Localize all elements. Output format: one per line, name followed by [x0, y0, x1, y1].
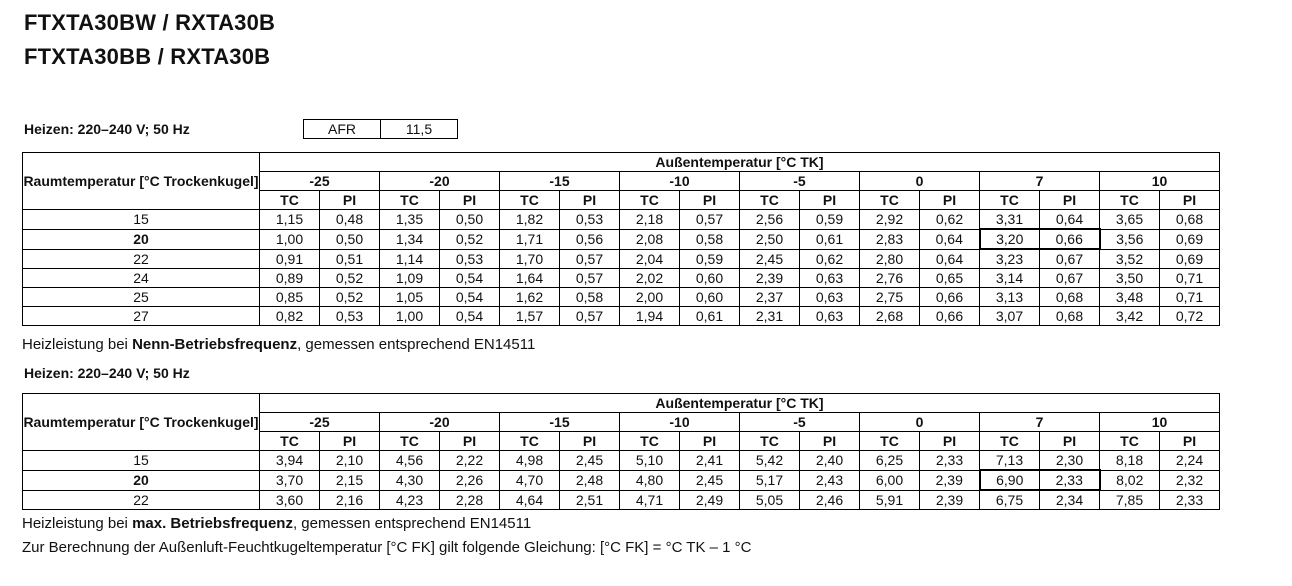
value-cell: 4,23	[380, 490, 440, 510]
outdoor-temp-col: 0	[860, 413, 980, 432]
value-cell: 0,91	[260, 249, 320, 269]
room-temp-cell: 22	[23, 249, 260, 269]
tc-header: TC	[980, 432, 1040, 451]
value-cell: 0,82	[260, 307, 320, 326]
value-cell: 2,92	[860, 210, 920, 230]
value-cell: 1,62	[500, 288, 560, 307]
outdoor-temp-col: 10	[1100, 172, 1220, 191]
value-cell: 2,45	[560, 451, 620, 471]
room-temp-header: Raumtemperatur [°C Trockenkugel]	[23, 153, 260, 210]
value-cell: 2,33	[920, 451, 980, 471]
value-cell: 2,76	[860, 269, 920, 288]
pi-header: PI	[680, 191, 740, 210]
value-cell: 2,02	[620, 269, 680, 288]
outdoor-temp-col: 7	[980, 413, 1100, 432]
value-cell: 2,83	[860, 229, 920, 249]
value-cell: 1,00	[260, 229, 320, 249]
value-cell: 4,64	[500, 490, 560, 510]
section1-header: Heizen: 220–240 V; 50 Hz	[24, 121, 190, 137]
pi-header: PI	[920, 191, 980, 210]
value-cell: 3,70	[260, 470, 320, 490]
pi-header: PI	[560, 432, 620, 451]
value-cell: 0,52	[320, 269, 380, 288]
pi-header: PI	[560, 191, 620, 210]
value-cell: 0,61	[800, 229, 860, 249]
table-row	[23, 470, 1220, 490]
value-cell: 2,18	[620, 210, 680, 230]
tc-header: TC	[740, 191, 800, 210]
value-cell: 1,82	[500, 210, 560, 230]
afr-box	[303, 119, 458, 139]
outdoor-temp-header: Außentemperatur [°C TK]	[260, 153, 1220, 172]
table-row	[23, 269, 1220, 288]
pi-header: PI	[920, 432, 980, 451]
tc-header: TC	[620, 191, 680, 210]
value-cell: 3,20	[980, 229, 1040, 249]
value-cell: 0,50	[320, 229, 380, 249]
section2-note: Heizleistung bei max. Betriebsfrequenz, gemessen entsprechend EN14511	[22, 515, 532, 532]
pi-header: PI	[1040, 191, 1100, 210]
value-cell: 2,46	[800, 490, 860, 510]
value-cell: 2,30	[1040, 451, 1100, 471]
value-cell: 3,65	[1100, 210, 1160, 230]
value-cell: 2,50	[740, 229, 800, 249]
pi-header: PI	[440, 191, 500, 210]
room-temp-cell: 15	[23, 210, 260, 230]
value-cell: 0,65	[920, 269, 980, 288]
value-cell: 2,28	[440, 490, 500, 510]
value-cell: 0,48	[320, 210, 380, 230]
value-cell: 2,51	[560, 490, 620, 510]
value-cell: 2,56	[740, 210, 800, 230]
value-cell: 0,89	[260, 269, 320, 288]
outdoor-temp-col: -15	[500, 172, 620, 191]
value-cell: 2,31	[740, 307, 800, 326]
room-temp-cell: 25	[23, 288, 260, 307]
tc-header: TC	[380, 432, 440, 451]
tc-header: TC	[980, 191, 1040, 210]
value-cell: 0,67	[1040, 249, 1100, 269]
value-cell: 0,57	[560, 307, 620, 326]
value-cell: 2,16	[320, 490, 380, 510]
value-cell: 2,49	[680, 490, 740, 510]
value-cell: 5,42	[740, 451, 800, 471]
value-cell: 3,13	[980, 288, 1040, 307]
value-cell: 0,61	[680, 307, 740, 326]
value-cell: 8,18	[1100, 451, 1160, 471]
value-cell: 0,54	[440, 269, 500, 288]
value-cell: 4,80	[620, 470, 680, 490]
outdoor-temp-header: Außentemperatur [°C TK]	[260, 394, 1220, 413]
value-cell: 2,33	[1040, 470, 1100, 490]
value-cell: 0,62	[920, 210, 980, 230]
value-cell: 2,75	[860, 288, 920, 307]
value-cell: 1,15	[260, 210, 320, 230]
value-cell: 1,09	[380, 269, 440, 288]
value-cell: 0,57	[680, 210, 740, 230]
value-cell: 0,52	[440, 229, 500, 249]
afr-label: AFR	[304, 120, 381, 139]
value-cell: 1,35	[380, 210, 440, 230]
outdoor-temp-col: -25	[260, 172, 380, 191]
table-row	[23, 210, 1220, 230]
value-cell: 3,42	[1100, 307, 1160, 326]
value-cell: 5,91	[860, 490, 920, 510]
value-cell: 1,64	[500, 269, 560, 288]
value-cell: 7,13	[980, 451, 1040, 471]
room-temp-cell: 22	[23, 490, 260, 510]
outdoor-temp-col: -25	[260, 413, 380, 432]
tc-header: TC	[260, 191, 320, 210]
table-row	[23, 451, 1220, 471]
value-cell: 0,68	[1040, 288, 1100, 307]
value-cell: 0,71	[1160, 269, 1220, 288]
value-cell: 0,68	[1040, 307, 1100, 326]
value-cell: 6,75	[980, 490, 1040, 510]
value-cell: 3,31	[980, 210, 1040, 230]
value-cell: 0,69	[1160, 229, 1220, 249]
value-cell: 0,52	[320, 288, 380, 307]
pi-header: PI	[320, 432, 380, 451]
value-cell: 2,24	[1160, 451, 1220, 471]
pi-header: PI	[680, 432, 740, 451]
table-row	[23, 229, 1220, 249]
outdoor-temp-col: 7	[980, 172, 1100, 191]
value-cell: 0,59	[800, 210, 860, 230]
value-cell: 2,22	[440, 451, 500, 471]
outdoor-temp-col: -5	[740, 413, 860, 432]
value-cell: 5,10	[620, 451, 680, 471]
section1-note: Heizleistung bei Nenn-Betriebsfrequenz, gemessen entsprechend EN14511	[22, 336, 536, 353]
outdoor-temp-col: 0	[860, 172, 980, 191]
tc-header: TC	[1100, 432, 1160, 451]
value-cell: 3,07	[980, 307, 1040, 326]
value-cell: 0,69	[1160, 249, 1220, 269]
value-cell: 4,98	[500, 451, 560, 471]
value-cell: 0,72	[1160, 307, 1220, 326]
value-cell: 0,62	[800, 249, 860, 269]
tc-header: TC	[260, 432, 320, 451]
value-cell: 0,54	[440, 307, 500, 326]
value-cell: 0,56	[560, 229, 620, 249]
value-cell: 5,17	[740, 470, 800, 490]
value-cell: 0,54	[440, 288, 500, 307]
value-cell: 0,68	[1160, 210, 1220, 230]
value-cell: 0,64	[1040, 210, 1100, 230]
value-cell: 2,32	[1160, 470, 1220, 490]
value-cell: 2,48	[560, 470, 620, 490]
value-cell: 8,02	[1100, 470, 1160, 490]
value-cell: 0,57	[560, 269, 620, 288]
heating-table-nominal	[22, 152, 1220, 326]
tc-header: TC	[860, 432, 920, 451]
value-cell: 4,71	[620, 490, 680, 510]
tc-header: TC	[380, 191, 440, 210]
table-row	[23, 288, 1220, 307]
pi-header: PI	[800, 432, 860, 451]
pi-header: PI	[1160, 432, 1220, 451]
value-cell: 3,94	[260, 451, 320, 471]
value-cell: 0,85	[260, 288, 320, 307]
value-cell: 0,63	[800, 307, 860, 326]
outdoor-temp-col: 10	[1100, 413, 1220, 432]
value-cell: 2,40	[800, 451, 860, 471]
value-cell: 3,14	[980, 269, 1040, 288]
value-cell: 3,56	[1100, 229, 1160, 249]
value-cell: 2,68	[860, 307, 920, 326]
room-temp-header: Raumtemperatur [°C Trockenkugel]	[23, 394, 260, 451]
value-cell: 6,25	[860, 451, 920, 471]
value-cell: 0,66	[920, 307, 980, 326]
value-cell: 2,33	[1160, 490, 1220, 510]
value-cell: 2,45	[680, 470, 740, 490]
room-temp-cell: 15	[23, 451, 260, 471]
outdoor-temp-col: -10	[620, 413, 740, 432]
value-cell: 0,53	[560, 210, 620, 230]
value-cell: 0,63	[800, 288, 860, 307]
value-cell: 2,15	[320, 470, 380, 490]
tc-header: TC	[500, 191, 560, 210]
outdoor-temp-col: -5	[740, 172, 860, 191]
pi-header: PI	[320, 191, 380, 210]
tc-header: TC	[500, 432, 560, 451]
value-cell: 2,00	[620, 288, 680, 307]
value-cell: 3,50	[1100, 269, 1160, 288]
pi-header: PI	[800, 191, 860, 210]
value-cell: 3,23	[980, 249, 1040, 269]
value-cell: 0,53	[320, 307, 380, 326]
value-cell: 0,58	[680, 229, 740, 249]
room-temp-cell: 20	[23, 229, 260, 249]
value-cell: 2,34	[1040, 490, 1100, 510]
pi-header: PI	[440, 432, 500, 451]
value-cell: 0,60	[680, 288, 740, 307]
value-cell: 1,05	[380, 288, 440, 307]
value-cell: 2,43	[800, 470, 860, 490]
value-cell: 0,53	[440, 249, 500, 269]
value-cell: 0,66	[1040, 229, 1100, 249]
value-cell: 0,67	[1040, 269, 1100, 288]
value-cell: 2,80	[860, 249, 920, 269]
tc-header: TC	[620, 432, 680, 451]
tc-header: TC	[1100, 191, 1160, 210]
value-cell: 3,52	[1100, 249, 1160, 269]
table-row	[23, 307, 1220, 326]
value-cell: 1,70	[500, 249, 560, 269]
value-cell: 2,39	[920, 490, 980, 510]
value-cell: 3,60	[260, 490, 320, 510]
value-cell: 0,71	[1160, 288, 1220, 307]
room-temp-cell: 24	[23, 269, 260, 288]
table-row	[23, 249, 1220, 269]
value-cell: 2,26	[440, 470, 500, 490]
model-title-1: FTXTA30BW / RXTA30B	[24, 10, 276, 35]
room-temp-cell: 20	[23, 470, 260, 490]
heating-table-max	[22, 393, 1220, 510]
model-title-2: FTXTA30BB / RXTA30B	[24, 44, 271, 69]
value-cell: 1,94	[620, 307, 680, 326]
outdoor-temp-col: -20	[380, 413, 500, 432]
outdoor-temp-col: -20	[380, 172, 500, 191]
outdoor-temp-col: -10	[620, 172, 740, 191]
value-cell: 1,00	[380, 307, 440, 326]
value-cell: 2,08	[620, 229, 680, 249]
value-cell: 4,56	[380, 451, 440, 471]
value-cell: 0,66	[920, 288, 980, 307]
value-cell: 0,64	[920, 249, 980, 269]
value-cell: 1,71	[500, 229, 560, 249]
value-cell: 0,51	[320, 249, 380, 269]
value-cell: 0,57	[560, 249, 620, 269]
footer-formula: Zur Berechnung der Außenluft-Feuchtkugeltemperatur [°C FK] gilt folgende Gleichung: [°C FK] = °C TK – 1 °C	[22, 539, 752, 556]
value-cell: 0,58	[560, 288, 620, 307]
table-row	[23, 490, 1220, 510]
room-temp-cell: 27	[23, 307, 260, 326]
value-cell: 0,63	[800, 269, 860, 288]
value-cell: 2,41	[680, 451, 740, 471]
tc-header: TC	[740, 432, 800, 451]
outdoor-temp-col: -15	[500, 413, 620, 432]
value-cell: 0,60	[680, 269, 740, 288]
value-cell: 2,45	[740, 249, 800, 269]
value-cell: 6,00	[860, 470, 920, 490]
value-cell: 2,39	[740, 269, 800, 288]
value-cell: 1,34	[380, 229, 440, 249]
tc-header: TC	[860, 191, 920, 210]
value-cell: 2,39	[920, 470, 980, 490]
afr-value: 11,5	[381, 120, 458, 139]
value-cell: 2,04	[620, 249, 680, 269]
value-cell: 0,50	[440, 210, 500, 230]
pi-header: PI	[1160, 191, 1220, 210]
value-cell: 6,90	[980, 470, 1040, 490]
section2-header: Heizen: 220–240 V; 50 Hz	[24, 365, 190, 381]
pi-header: PI	[1040, 432, 1100, 451]
value-cell: 1,57	[500, 307, 560, 326]
value-cell: 1,14	[380, 249, 440, 269]
value-cell: 3,48	[1100, 288, 1160, 307]
value-cell: 5,05	[740, 490, 800, 510]
value-cell: 4,30	[380, 470, 440, 490]
value-cell: 0,64	[920, 229, 980, 249]
value-cell: 4,70	[500, 470, 560, 490]
value-cell: 2,37	[740, 288, 800, 307]
value-cell: 2,10	[320, 451, 380, 471]
value-cell: 0,59	[680, 249, 740, 269]
value-cell: 7,85	[1100, 490, 1160, 510]
